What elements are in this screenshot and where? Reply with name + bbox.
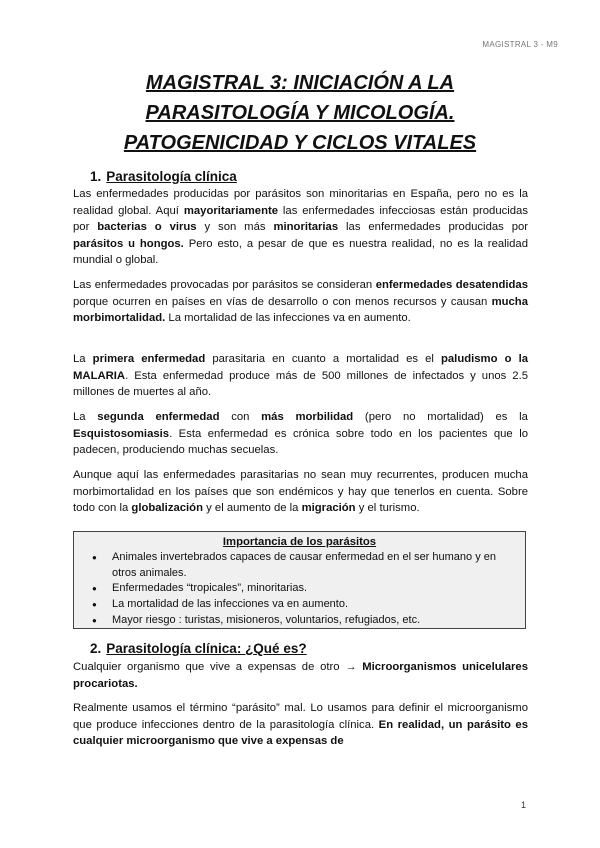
page-header: MAGISTRAL 3 - M9 xyxy=(482,40,558,49)
paragraph-3: La primera enfermedad parasitaria en cuanto a mortalidad es el paludismo o la MALARIA. Esta enfermedad produce más de 500 millones de infectados y unos 2.5 millones de muertes al año. xyxy=(73,353,529,399)
list-item: ● Enfermedades “tropicales”, minoritarias. xyxy=(112,581,525,597)
section-1-heading xyxy=(90,169,237,184)
section-1-number: 1. xyxy=(90,169,102,184)
box-list xyxy=(74,550,525,629)
paragraph-4: La segunda enfermedad con más morbilidad (pero no mortalidad) es la Esquistosomiasis. Esta enfermedad es crónica sobre todo en los pacientes que lo padecen, produciendo muchas secuelas. xyxy=(73,411,528,457)
title-line-2: PARASITOLOGÍA Y MICOLOGÍA. xyxy=(145,102,455,124)
document-title xyxy=(40,68,560,158)
section-2-title: Parasitología clínica: ¿Qué es? xyxy=(106,641,307,656)
paragraph-1: Las enfermedades producidas por parásitos son minoritarias en España, pero no es la realidad global. Aquí mayoritariamente las enfermedades infecciosas están producidas por bacterias o virus y son más minoritarias las enfermedades producidas por parásitos u hongos. Pero esto, a pesar de que es nuestra realidad, no es la realidad mundial o global. xyxy=(73,188,529,267)
list-item: ● La mortalidad de las infecciones va en aumento. xyxy=(112,597,525,613)
section-1-title: Parasitología clínica xyxy=(106,169,237,184)
title-line-3: PATOGENICIDAD Y CICLOS VITALES xyxy=(123,132,477,154)
list-item: ● Mayor riesgo : turistas, misioneros, voluntarios, refugiados, etc. xyxy=(112,613,525,629)
importance-box xyxy=(73,531,526,629)
box-title: Importancia de los parásitos xyxy=(222,536,377,548)
list-item: ● Animales invertebrados capaces de causar enfermedad en el ser humano y en otros animales. xyxy=(112,550,525,581)
title-line-1: MAGISTRAL 3: INICIACIÓN A LA xyxy=(145,72,455,94)
paragraph-7: Realmente usamos el término “parásito” mal. Lo usamos para definir el microorganismo que produce infecciones dentro de la parasitología clínica. En realidad, un parásito es cualquier microorganismo que vive a expensas de xyxy=(73,702,528,748)
paragraph-2: Las enfermedades provocadas por parásitos se consideran enfermedades desatendidas porque ocurren en países en vías de desarrollo o con menos recursos y causan mucha morbimortalidad. La mortalidad de las infecciones va en aumento. xyxy=(73,279,528,325)
section-2-heading xyxy=(90,641,307,656)
paragraph-6: Cualquier organismo que vive a expensas de otro → Microorganismos unicelulares procariotas. xyxy=(73,661,528,690)
page-number: 1 xyxy=(520,800,526,810)
section-2-number: 2. xyxy=(90,641,102,656)
paragraph-5: Aunque aquí las enfermedades parasitarias no sean muy recurrentes, producen mucha morbimortalidad en los países que son endémicos y hay que tenerlos en cuenta. Sobre todo con la globalización y el aumento de la migración y el turismo. xyxy=(73,469,528,515)
